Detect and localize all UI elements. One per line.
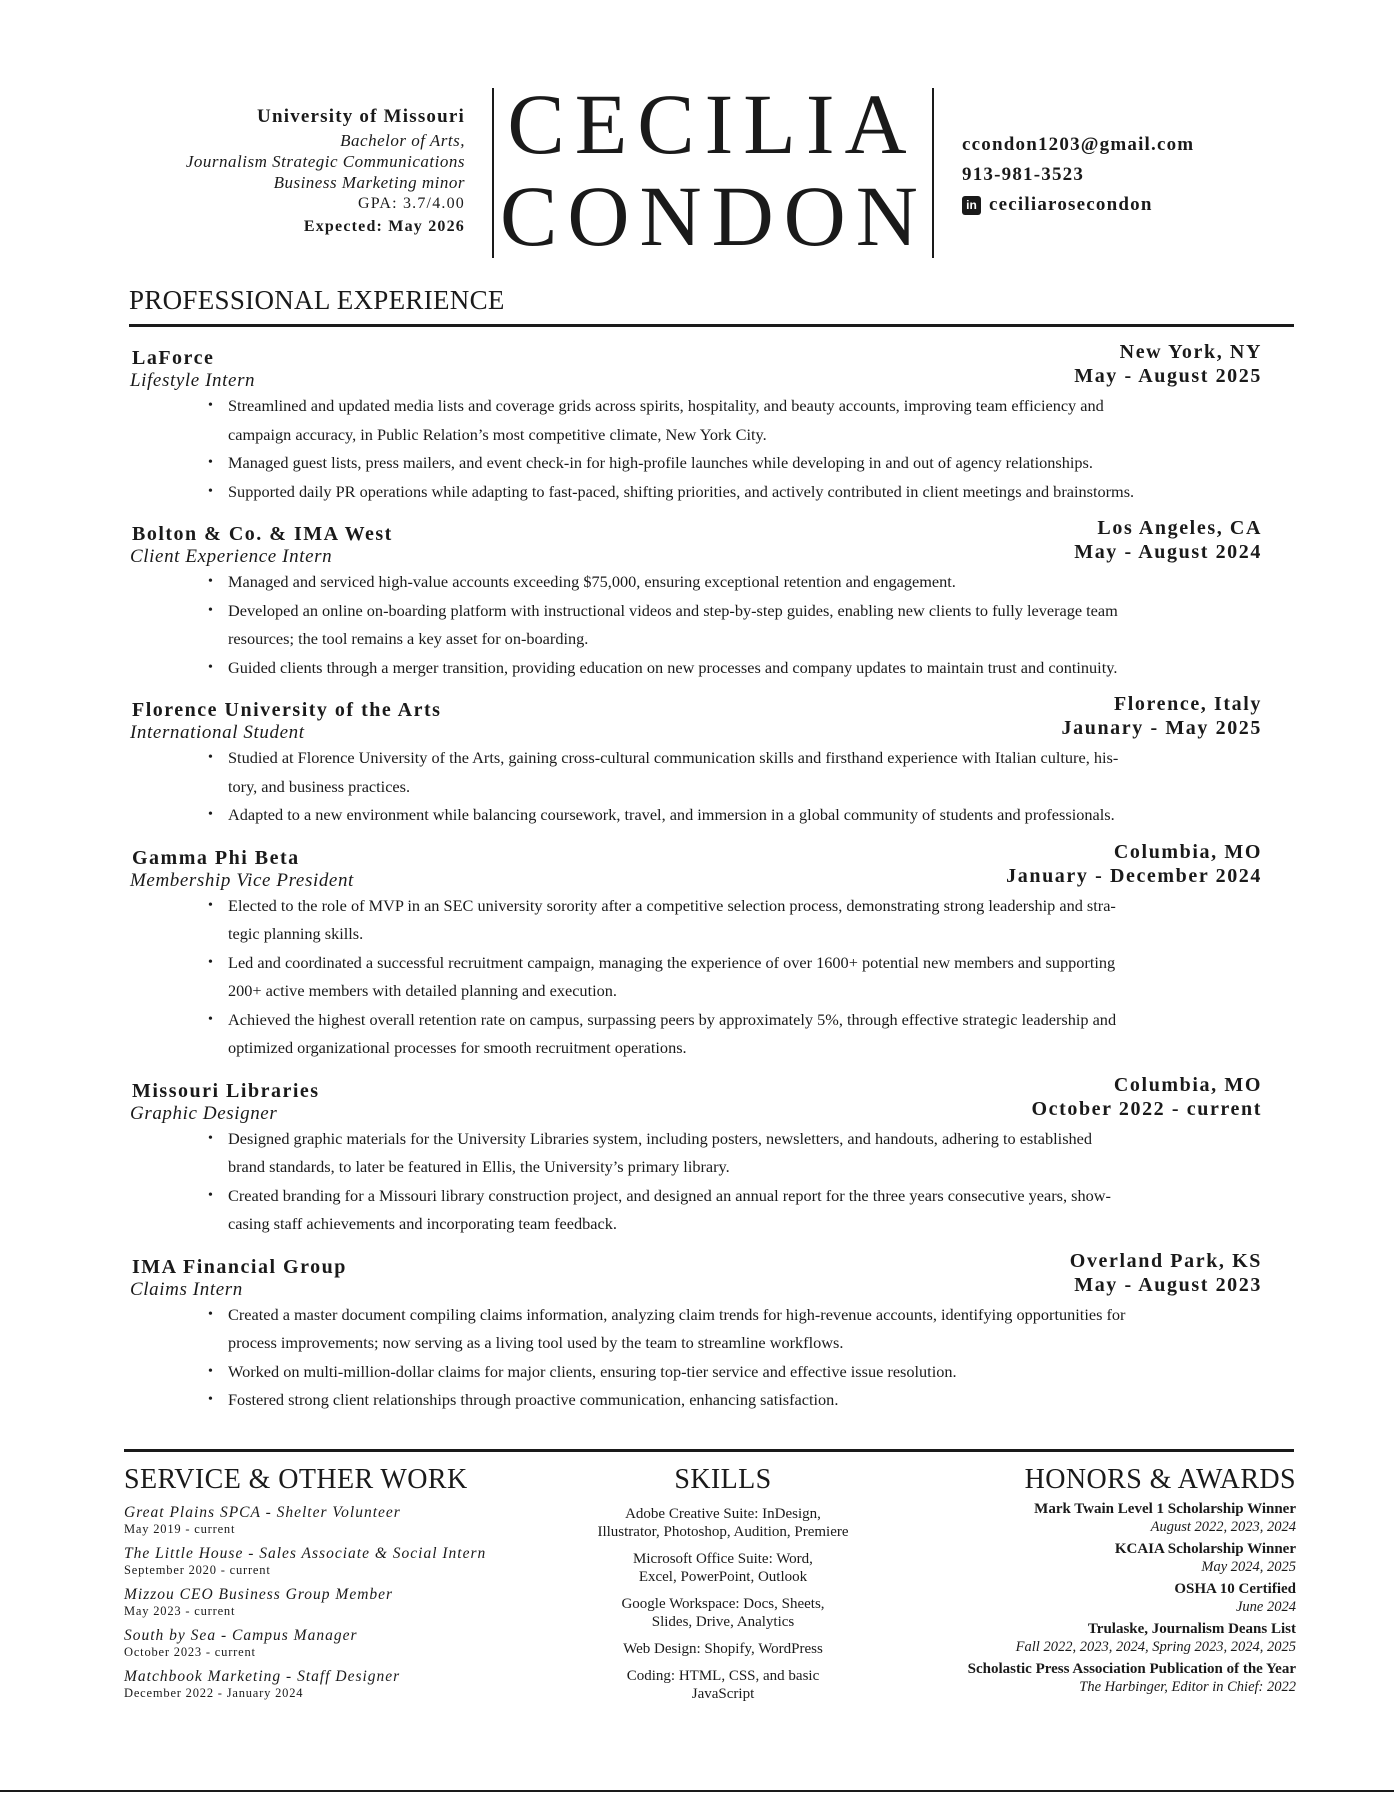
job-bullets	[132, 744, 1262, 830]
header-divider-left	[492, 88, 494, 258]
company-name: Bolton & Co. & IMA West	[132, 523, 393, 545]
job-entry	[132, 1073, 1262, 1239]
experience-rule	[129, 324, 1294, 327]
skills-heading: SKILLS	[674, 1464, 772, 1495]
degree: Bachelor of Arts,	[340, 131, 465, 150]
contact-block	[962, 130, 1194, 220]
service-item	[124, 1586, 554, 1619]
bullet: • Adapted to a new environment while balancing coursework, travel, and immersion in a global community of students and professionals.	[228, 801, 1262, 830]
bullet: • Created a master document compiling claims information, analyzing claim trends for high-revenue accounts, identifying opportunities for process improvements; now serving as a living tool used by the team to streamline workflows.	[228, 1301, 1262, 1358]
linkedin-icon: in	[962, 196, 981, 215]
bullet: • Supported daily PR operations while adapting to fast-paced, shifting priorities, and actively contributed in client meetings and brainstorms.	[228, 478, 1262, 507]
company-name: Gamma Phi Beta	[132, 846, 300, 869]
job-dates: January - December 2024	[1006, 864, 1262, 887]
bullet: • Worked on multi-million-dollar claims for major clients, ensuring top-tier service and effective issue resolution.	[228, 1358, 1262, 1387]
job-role: Membership Vice President	[130, 869, 354, 891]
job-role: Graphic Designer	[130, 1102, 278, 1124]
skills-column	[568, 1464, 878, 1703]
bullet: • Guided clients through a merger transition, providing education on new processes and company updates to maintain trust and continuity.	[228, 654, 1262, 683]
company-name: IMA Financial Group	[132, 1255, 347, 1278]
bullet: • Managed and serviced high-value accounts exceeding $75,000, ensuring exceptional retention and engagement.	[228, 568, 1262, 597]
skill-item: Microsoft Office Suite: Word, Excel, PowerPoint, Outlook	[633, 1551, 813, 1585]
bullet: • Studied at Florence University of the Arts, gaining cross-cultural communication skills and firsthand experience with Italian culture, his- tory, and business practices.	[228, 744, 1262, 801]
job-bullets	[132, 892, 1262, 1063]
skill-item: Google Workspace: Docs, Sheets, Slides, Drive, Analytics	[621, 1596, 825, 1630]
job-entry	[132, 1249, 1262, 1415]
job-location: Columbia, MO	[1113, 1073, 1262, 1096]
service-item	[124, 1545, 554, 1578]
company-name: LaForce	[132, 347, 215, 369]
expected-graduation: Expected: May 2026	[303, 218, 465, 235]
company-name: Missouri Libraries	[132, 1079, 320, 1102]
minor: Business Marketing minor	[273, 173, 465, 192]
honor-item	[900, 1660, 1296, 1696]
honor-title: OSHA 10 Certified	[1174, 1581, 1296, 1597]
job-bullets	[132, 568, 1262, 682]
job-role: Claims Intern	[130, 1278, 243, 1300]
bullet: • Managed guest lists, press mailers, and event check-in for high-profile launches while developing in and out of agency relationships.	[228, 449, 1262, 478]
job-dates: May - August 2024	[1074, 541, 1262, 563]
job-role: Lifestyle Intern	[130, 370, 256, 391]
bullet: • Achieved the highest overall retention rate on campus, surpassing peers by approximately 5%, through effective strategic leadership and optimized organizational processes for smooth recruitment operations.	[228, 1006, 1262, 1063]
school-name: University of Missouri	[257, 106, 465, 127]
job-bullets	[132, 392, 1262, 506]
service-dates: December 2022 - January 2024	[124, 1686, 304, 1700]
education-block	[120, 104, 465, 239]
honor-detail: The Harbinger, Editor in Chief: 2022	[1079, 1679, 1296, 1695]
job-location: New York, NY	[1119, 341, 1262, 363]
job-entry	[132, 340, 1262, 506]
job-location: Florence, Italy	[1113, 693, 1262, 715]
experience-list	[132, 340, 1262, 1425]
honor-detail: Fall 2022, 2023, 2024, Spring 2023, 2024, 2025	[1015, 1639, 1296, 1655]
honor-detail: June 2024	[1236, 1599, 1296, 1615]
job-dates: October 2022 - current	[1031, 1097, 1262, 1120]
bullet: • Created branding for a Missouri library construction project, and designed an annual report for the three years consecutive years, show- casing staff achievements and incorporating team feedback.	[228, 1182, 1262, 1239]
bullet: • Elected to the role of MVP in an SEC university sorority after a competitive selection process, demonstrating strong leadership and stra- tegic planning skills.	[228, 892, 1262, 949]
phone[interactable]: 913-981-3523	[962, 164, 1085, 185]
honor-item	[900, 1580, 1296, 1616]
service-item	[124, 1627, 554, 1660]
linkedin-handle: ceciliarosecondon	[989, 194, 1153, 215]
job-entry	[132, 692, 1262, 830]
job-bullets	[132, 1125, 1262, 1239]
job-dates: Jaunary - May 2025	[1061, 717, 1262, 739]
job-location: Overland Park, KS	[1069, 1249, 1262, 1272]
skill-item: Web Design: Shopify, WordPress	[623, 1641, 823, 1657]
job-bullets	[132, 1301, 1262, 1415]
honors-column	[900, 1464, 1296, 1696]
name-last: CONDON	[500, 168, 928, 264]
bullet: • Led and coordinated a successful recruitment campaign, managing the experience of over 1600+ potential new members and supporting 200+ active members with detailed planning and execution.	[228, 949, 1262, 1006]
bullet: • Developed an online on-boarding platform with instructional videos and step-by-step guides, enabling new clients to fully leverage team resources; the tool remains a key asset for on-boarding.	[228, 597, 1262, 654]
header-divider-right	[932, 88, 934, 258]
service-title: Mizzou CEO Business Group Member	[124, 1586, 394, 1603]
skill-item: Coding: HTML, CSS, and basic JavaScript	[626, 1668, 820, 1702]
service-title: Great Plains SPCA - Shelter Volunteer	[124, 1504, 401, 1521]
service-item	[124, 1504, 554, 1537]
experience-heading: PROFESSIONAL EXPERIENCE	[129, 285, 505, 315]
job-dates: May - August 2025	[1074, 365, 1262, 387]
job-role: Client Experience Intern	[130, 546, 333, 567]
service-title: Matchbook Marketing - Staff Designer	[124, 1668, 401, 1685]
service-dates: October 2023 - current	[124, 1645, 256, 1659]
honor-item	[900, 1500, 1296, 1536]
service-title: South by Sea - Campus Manager	[124, 1627, 358, 1644]
service-item	[124, 1668, 554, 1701]
service-column	[124, 1464, 554, 1701]
honor-title: KCAIA Scholarship Winner	[1114, 1541, 1296, 1557]
name-first: CECILIA	[507, 76, 917, 172]
gpa: GPA: 3.7/4.00	[357, 195, 465, 212]
bullet: • Designed graphic materials for the University Libraries system, including posters, newsletters, and handouts, adhering to established brand standards, to later be featured in Ellis, the University’s primary library.	[228, 1125, 1262, 1182]
service-title: The Little House - Sales Associate & Social Intern	[124, 1545, 487, 1562]
job-dates: May - August 2023	[1074, 1273, 1262, 1296]
job-entry	[132, 516, 1262, 682]
honor-item	[900, 1540, 1296, 1576]
bullet: • Fostered strong client relationships through proactive communication, enhancing satisfaction.	[228, 1386, 1262, 1415]
honor-title: Mark Twain Level 1 Scholarship Winner	[1034, 1501, 1296, 1517]
candidate-name	[500, 76, 928, 264]
skill-item: Adobe Creative Suite: InDesign, Illustrator, Photoshop, Audition, Premiere	[597, 1506, 849, 1540]
service-dates: September 2020 - current	[124, 1563, 271, 1577]
email[interactable]: ccondon1203@gmail.com	[962, 134, 1195, 155]
job-location: Los Angeles, CA	[1097, 517, 1262, 539]
service-heading: SERVICE & OTHER WORK	[124, 1464, 468, 1495]
honor-title: Scholastic Press Association Publication of the Year	[967, 1661, 1296, 1677]
bottom-section-rule	[124, 1449, 1294, 1452]
company-name: Florence University of the Arts	[132, 699, 442, 721]
job-location: Columbia, MO	[1113, 840, 1262, 863]
honor-item	[900, 1620, 1296, 1656]
page-bottom-edge	[0, 1790, 1394, 1792]
bullet: • Streamlined and updated media lists and coverage grids across spirits, hospitality, and beauty accounts, improving team efficiency and campaign accuracy, in Public Relation’s most competitive climate, New York City.	[228, 392, 1262, 449]
job-entry	[132, 840, 1262, 1063]
service-dates: May 2023 - current	[124, 1604, 236, 1618]
honor-detail: May 2024, 2025	[1201, 1559, 1296, 1575]
honor-title: Trulaske, Journalism Deans List	[1087, 1621, 1296, 1637]
job-role: International Student	[130, 722, 305, 743]
linkedin-link[interactable]	[962, 190, 1194, 220]
honors-heading: HONORS & AWARDS	[1024, 1464, 1296, 1495]
honor-detail: August 2022, 2023, 2024	[1150, 1519, 1296, 1535]
service-dates: May 2019 - current	[124, 1522, 236, 1536]
major: Journalism Strategic Communications	[185, 152, 465, 171]
